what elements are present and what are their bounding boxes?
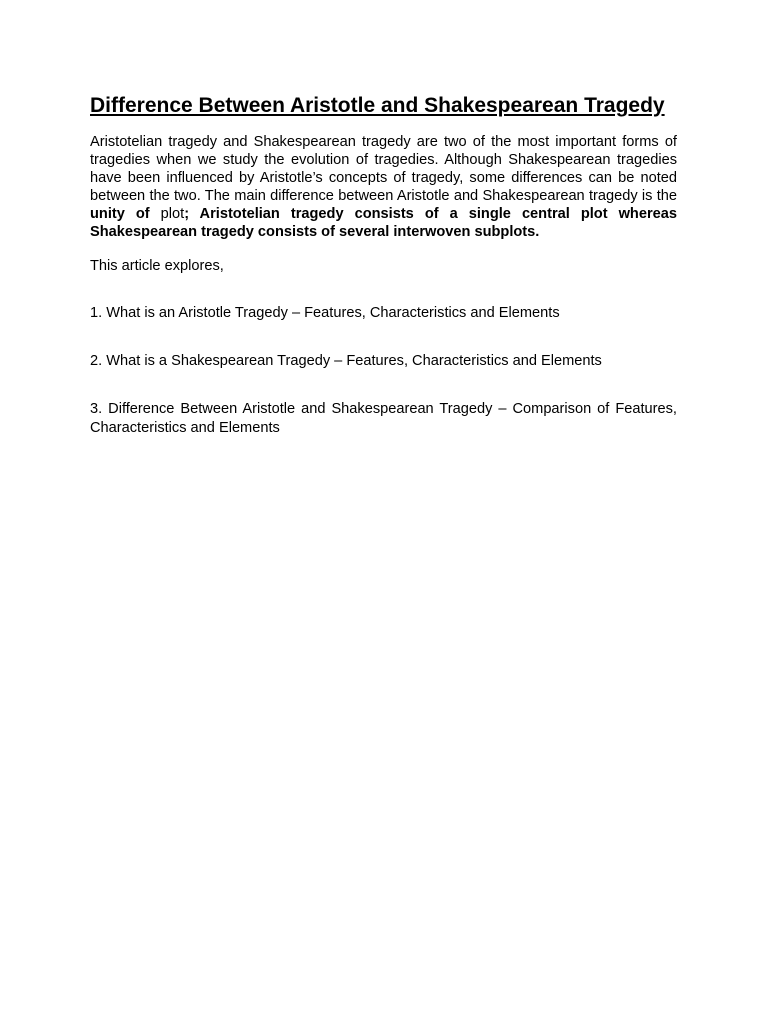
intro-text-part-1: Aristotelian tragedy and Shakespearean tragedy are two of the most important forms of tragedies when we study the evolution of tragedies. Although Shakespearean tragedies have been influenced by Aristotle’s concepts of tragedy, some differences can be noted between the two. The main difference between Aristotle and Shakespearean tragedy is the [90, 134, 677, 204]
list-item: 2. What is a Shakespearean Tragedy – Features, Characteristics and Elements [90, 353, 602, 369]
document-page [90, 92, 677, 438]
document-title: Difference Between Aristotle and Shakespearean Tragedy [90, 94, 665, 117]
intro-paragraph [90, 133, 677, 241]
list-item: 3. Difference Between Aristotle and Shakespearean Tragedy – Comparison of Features, Characteristics and Elements [90, 401, 677, 436]
list-item: 1. What is an Aristotle Tragedy – Features, Characteristics and Elements [90, 305, 560, 321]
intro-bold-unity: unity of [90, 206, 150, 222]
intro-text-part-2: plot [149, 206, 185, 222]
intro-bold-main-difference: ; Aristotelian tragedy consists of a single central plot whereas Shakespearean tragedy consists of several interwoven subplots. [90, 206, 677, 240]
contents-list [90, 304, 677, 438]
explores-line: This article explores, [90, 258, 224, 274]
